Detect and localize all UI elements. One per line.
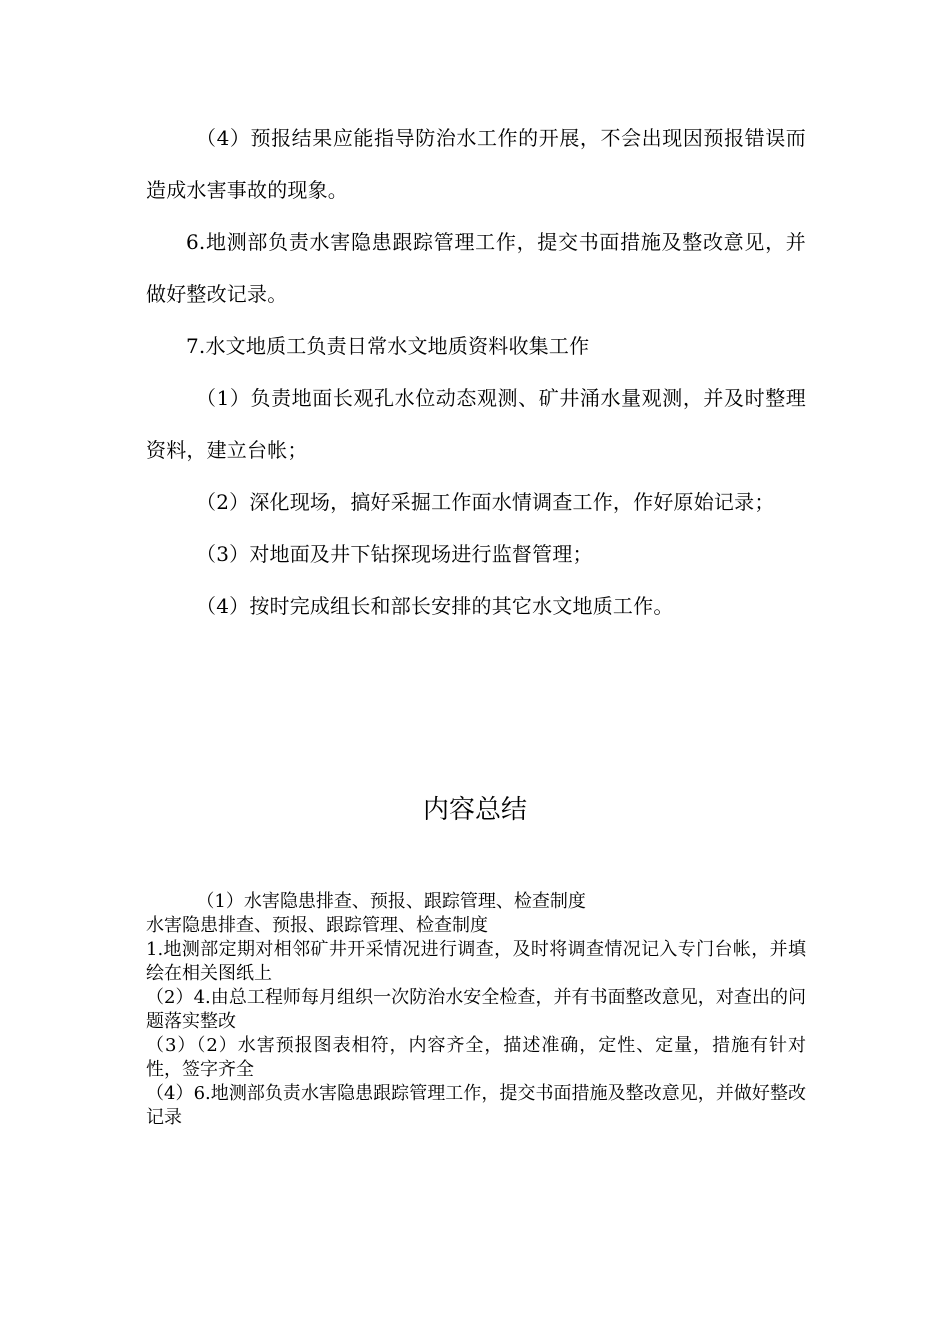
paragraph-forecast-result: （4）预报结果应能指导防治水工作的开展，不会出现因预报错误而造成水害事故的现象。: [146, 126, 806, 202]
summary-line: （3）（2）水害预报图表相符，内容齐全，描述准确，定性、定量，措施有针对性，签字齐全: [146, 1035, 806, 1080]
paragraph-item-6: 6.地测部负责水害隐患跟踪管理工作，提交书面措施及整改意见，并做好整改记录。: [146, 230, 806, 306]
paragraph-subitem-1: （1）负责地面长观孔水位动态观测、矿井涌水量观测，并及时整理资料，建立台帐；: [146, 386, 806, 462]
summary-line: （4）6.地测部负责水害隐患跟踪管理工作，提交书面措施及整改意见，并做好整改记录: [146, 1083, 806, 1128]
summary-block: [146, 890, 806, 1130]
summary-title: 内容总结: [422, 795, 527, 825]
summary-line: 水害隐患排查、预报、跟踪管理、检查制度: [146, 915, 488, 936]
summary-line: （2）4.由总工程师每月组织一次防治水安全检查，并有书面整改意见，对查出的问题落实整改: [146, 987, 806, 1032]
body-text: [146, 112, 806, 632]
paragraph-subitem-3: （3）对地面及井下钻探现场进行监督管理；: [196, 542, 593, 566]
summary-line: 1.地测部定期对相邻矿井开采情况进行调查，及时将调查情况记入专门台帐，并填绘在相关图纸上: [146, 939, 806, 984]
paragraph-subitem-2: （2）深化现场，搞好采掘工作面水情调查工作，作好原始记录；: [196, 490, 775, 514]
summary-line: （1）水害隐患排查、预报、跟踪管理、检查制度: [196, 891, 586, 912]
paragraph-subitem-4: （4）按时完成组长和部长安排的其它水文地质工作。: [196, 594, 674, 618]
paragraph-item-7: 7.水文地质工负责日常水文地质资料收集工作: [186, 334, 590, 358]
